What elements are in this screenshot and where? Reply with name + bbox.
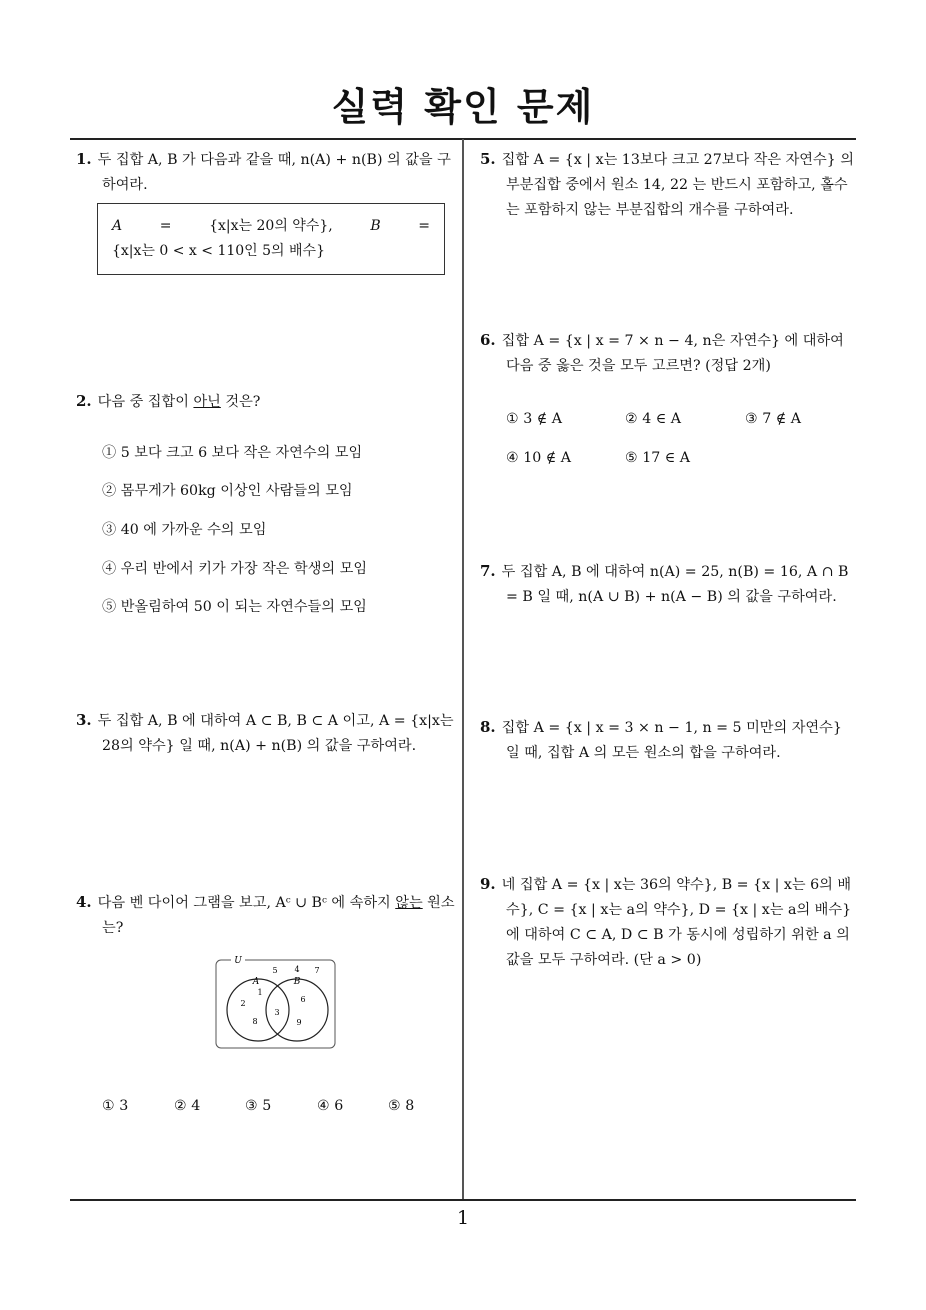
question-number: 9. xyxy=(480,875,496,893)
question-number: 3. xyxy=(76,711,92,729)
venn-element: 1 xyxy=(257,988,263,997)
venn-element: 5 xyxy=(272,966,278,975)
universe-label: U xyxy=(234,956,242,966)
question-text: 두 집합 A, B 에 대하여 n(A) = 25, n(B) = 16, A ∩ B = B 일 때, n(A ∪ B) + n(A − B) 의 값을 구하여라. xyxy=(501,564,849,605)
question-text: 집합 A = {x | x는 13보다 크고 27보다 작은 자연수} 의 부분집합 중에서 원소 14, 22 는 반드시 포함하고, 홀수는 포함하지 않는 부분집합의 개수를 구하여라. xyxy=(501,152,854,218)
bottom-divider xyxy=(70,1199,856,1201)
question-text: 집합 A = {x | x = 3 × n − 1, n = 5 미만의 자연수} 일 때, 집합 A 의 모든 원소의 합을 구하여라. xyxy=(501,720,842,761)
venn-diagram xyxy=(215,954,337,1050)
question-text: 집합 A = {x | x = 7 × n − 4, n은 자연수} 에 대하여 다음 중 옳은 것을 모두 고르면? (정답 2개) xyxy=(501,333,844,374)
set-definition-box xyxy=(97,203,445,275)
question-4 xyxy=(76,890,458,941)
page-title: 실력 확인 문제 xyxy=(331,85,595,129)
question-text-underline: 않는 xyxy=(395,895,423,911)
q6-option-2[interactable]: ② 4 ∈ A xyxy=(625,411,682,427)
question-text-before: 다음 벤 다이어 그램을 보고, Aᶜ ∪ Bᶜ 에 속하지 xyxy=(97,895,396,911)
question-2 xyxy=(76,389,458,415)
question-number: 7. xyxy=(480,562,496,580)
question-text-after: 것은? xyxy=(220,394,261,410)
question-text: 두 집합 A, B 에 대하여 A ⊂ B, B ⊂ A 이고, A = {x|x는 28의 약수} 일 때, n(A) + n(B) 의 값을 구하여라. xyxy=(97,713,454,754)
question-number: 2. xyxy=(76,392,92,410)
question-6 xyxy=(480,328,860,379)
set-a-label: A xyxy=(252,977,260,987)
q4-option-1[interactable]: ① 3 xyxy=(102,1098,129,1114)
venn-element: 2 xyxy=(240,999,246,1008)
question-text-underline: 아닌 xyxy=(193,394,221,410)
q6-option-1[interactable]: ① 3 ∉ A xyxy=(506,411,563,427)
question-number: 5. xyxy=(480,150,496,168)
question-number: 6. xyxy=(480,331,496,349)
venn-element: 8 xyxy=(252,1017,258,1026)
question-8 xyxy=(480,715,860,766)
venn-element: 6 xyxy=(300,995,306,1004)
set-a-equals: = xyxy=(159,218,172,234)
q2-option-3[interactable]: ③ 40 에 가까운 수의 모임 xyxy=(102,522,267,538)
venn-element: 7 xyxy=(314,966,320,975)
page-number: 1 xyxy=(456,1207,470,1229)
question-number: 4. xyxy=(76,893,92,911)
venn-element: 4 xyxy=(294,965,300,974)
question-text-before: 다음 중 집합이 xyxy=(97,394,194,410)
set-a-definition: {x|x는 20의 약수}, xyxy=(209,218,333,234)
question-text: 네 집합 A = {x | x는 36의 약수}, B = {x | x는 6의 배수}, C = {x | x는 a의 약수}, D = {x | x는 a의 배수} 에 대하여 C ⊂ A, D ⊂ B 가 동시에 성립하기 위한 a 의 값을 모두 구하여라. (단 a > 0) xyxy=(501,877,852,968)
q4-option-4[interactable]: ④ 6 xyxy=(317,1098,344,1114)
q4-option-2[interactable]: ② 4 xyxy=(174,1098,201,1114)
set-b-equals: = xyxy=(418,218,430,234)
q2-option-1[interactable]: ① 5 보다 크고 6 보다 작은 자연수의 모임 xyxy=(102,445,363,461)
q4-option-3[interactable]: ③ 5 xyxy=(245,1098,272,1114)
column-divider xyxy=(462,139,464,1200)
set-b-definition: {x|x는 0 < x < 110인 5의 배수} xyxy=(112,243,325,259)
question-number: 8. xyxy=(480,718,496,736)
question-5 xyxy=(480,147,860,223)
set-a-label: A xyxy=(112,218,123,234)
question-7 xyxy=(480,559,860,610)
set-b-label: B xyxy=(293,977,301,987)
question-1 xyxy=(76,147,458,198)
venn-element: 9 xyxy=(296,1018,302,1027)
q6-option-5[interactable]: ⑤ 17 ∈ A xyxy=(625,450,691,466)
q2-option-4[interactable]: ④ 우리 반에서 키가 가장 작은 학생의 모임 xyxy=(102,561,368,577)
question-9 xyxy=(480,872,860,973)
question-text: 두 집합 A, B 가 다음과 같을 때, n(A) + n(B) 의 값을 구하여라. xyxy=(97,152,451,193)
q2-option-2[interactable]: ② 몸무게가 60kg 이상인 사람들의 모임 xyxy=(102,483,353,499)
venn-element: 3 xyxy=(274,1008,280,1017)
set-b-label: B xyxy=(370,218,381,234)
q2-option-5[interactable]: ⑤ 반올림하여 50 이 되는 자연수들의 모임 xyxy=(102,599,367,615)
question-3 xyxy=(76,708,458,759)
question-text-after: 원소는? xyxy=(102,895,455,936)
q6-option-3[interactable]: ③ 7 ∉ A xyxy=(745,411,802,427)
q6-option-4[interactable]: ④ 10 ∉ A xyxy=(506,450,572,466)
q4-option-5[interactable]: ⑤ 8 xyxy=(388,1098,415,1114)
question-number: 1. xyxy=(76,150,92,168)
